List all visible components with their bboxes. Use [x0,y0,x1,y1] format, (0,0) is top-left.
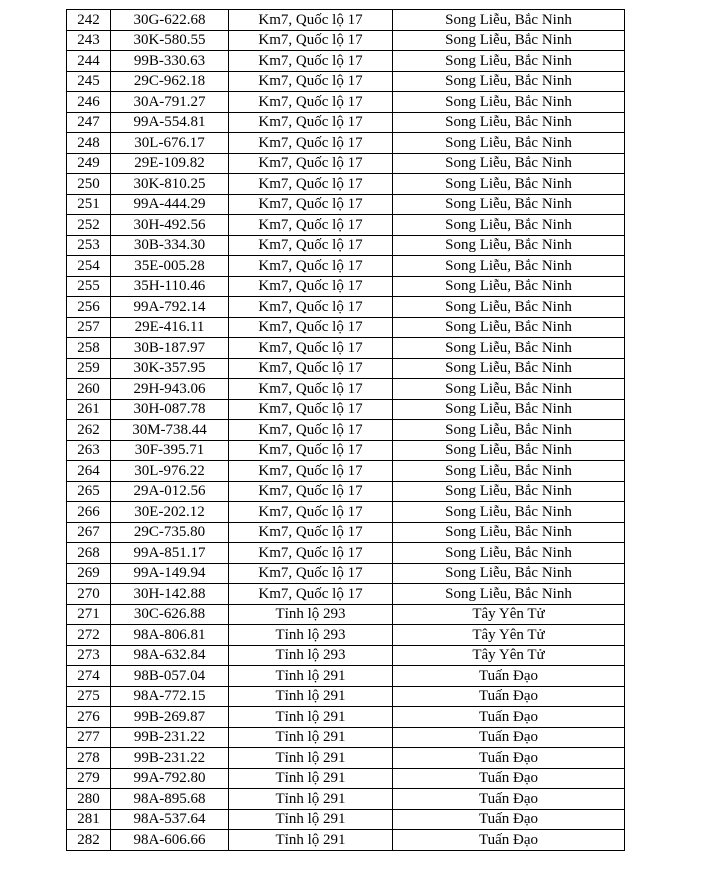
license-plate-cell: 35H-110.46 [111,276,229,297]
table-row [67,338,625,359]
row-number-cell: 260 [67,379,111,400]
row-number-cell: 255 [67,276,111,297]
commune-cell: Song Liễu, Bắc Ninh [393,379,625,400]
location-cell: Km7, Quốc lộ 17 [229,584,393,605]
location-cell: Km7, Quốc lộ 17 [229,51,393,72]
license-plate-cell: 30A-791.27 [111,92,229,113]
table-row [67,133,625,154]
table-row [67,707,625,728]
row-number-cell: 251 [67,194,111,215]
table-row [67,51,625,72]
table-row [67,420,625,441]
violation-table [66,9,625,851]
row-number-cell: 278 [67,748,111,769]
location-cell: Km7, Quốc lộ 17 [229,153,393,174]
commune-cell: Song Liễu, Bắc Ninh [393,440,625,461]
location-cell: Km7, Quốc lộ 17 [229,92,393,113]
license-plate-cell: 30K-357.95 [111,358,229,379]
location-cell: Tỉnh lộ 291 [229,666,393,687]
license-plate-cell: 98A-806.81 [111,625,229,646]
commune-cell: Song Liễu, Bắc Ninh [393,358,625,379]
table-row [67,748,625,769]
location-cell: Km7, Quốc lộ 17 [229,563,393,584]
row-number-cell: 280 [67,789,111,810]
table-row [67,399,625,420]
commune-cell: Song Liễu, Bắc Ninh [393,543,625,564]
location-cell: Km7, Quốc lộ 17 [229,174,393,195]
commune-cell: Song Liễu, Bắc Ninh [393,30,625,51]
row-number-cell: 269 [67,563,111,584]
row-number-cell: 248 [67,133,111,154]
license-plate-cell: 98A-632.84 [111,645,229,666]
table-row [67,666,625,687]
location-cell: Tỉnh lộ 293 [229,645,393,666]
row-number-cell: 270 [67,584,111,605]
location-cell: Km7, Quốc lộ 17 [229,256,393,277]
commune-cell: Song Liễu, Bắc Ninh [393,522,625,543]
license-plate-cell: 29H-943.06 [111,379,229,400]
license-plate-cell: 35E-005.28 [111,256,229,277]
commune-cell: Song Liễu, Bắc Ninh [393,338,625,359]
license-plate-cell: 99A-792.14 [111,297,229,318]
location-cell: Km7, Quốc lộ 17 [229,317,393,338]
table-row [67,235,625,256]
row-number-cell: 282 [67,830,111,851]
location-cell: Tỉnh lộ 293 [229,625,393,646]
row-number-cell: 266 [67,502,111,523]
row-number-cell: 246 [67,92,111,113]
row-number-cell: 275 [67,686,111,707]
location-cell: Tỉnh lộ 291 [229,789,393,810]
row-number-cell: 252 [67,215,111,236]
commune-cell: Song Liễu, Bắc Ninh [393,174,625,195]
table-row [67,276,625,297]
table-row [67,645,625,666]
commune-cell: Song Liễu, Bắc Ninh [393,133,625,154]
commune-cell: Tuấn Đạo [393,809,625,830]
row-number-cell: 247 [67,112,111,133]
license-plate-cell: 99A-792.80 [111,768,229,789]
location-cell: Km7, Quốc lộ 17 [229,461,393,482]
license-plate-cell: 99A-851.17 [111,543,229,564]
table-row [67,727,625,748]
commune-cell: Song Liễu, Bắc Ninh [393,420,625,441]
commune-cell: Song Liễu, Bắc Ninh [393,584,625,605]
license-plate-cell: 98A-537.64 [111,809,229,830]
location-cell: Km7, Quốc lộ 17 [229,112,393,133]
table-row [67,379,625,400]
table-row [67,10,625,31]
row-number-cell: 265 [67,481,111,502]
commune-cell: Tuấn Đạo [393,748,625,769]
table-row [67,30,625,51]
row-number-cell: 272 [67,625,111,646]
row-number-cell: 256 [67,297,111,318]
table-row [67,768,625,789]
location-cell: Km7, Quốc lộ 17 [229,276,393,297]
commune-cell: Song Liễu, Bắc Ninh [393,317,625,338]
table-row [67,809,625,830]
location-cell: Tỉnh lộ 291 [229,768,393,789]
license-plate-cell: 99B-231.22 [111,727,229,748]
commune-cell: Tuấn Đạo [393,768,625,789]
location-cell: Tỉnh lộ 291 [229,830,393,851]
location-cell: Km7, Quốc lộ 17 [229,502,393,523]
commune-cell: Song Liễu, Bắc Ninh [393,461,625,482]
location-cell: Km7, Quốc lộ 17 [229,399,393,420]
location-cell: Km7, Quốc lộ 17 [229,71,393,92]
license-plate-cell: 99B-231.22 [111,748,229,769]
location-cell: Km7, Quốc lộ 17 [229,338,393,359]
commune-cell: Song Liễu, Bắc Ninh [393,112,625,133]
commune-cell: Tuấn Đạo [393,666,625,687]
commune-cell: Song Liễu, Bắc Ninh [393,276,625,297]
location-cell: Km7, Quốc lộ 17 [229,420,393,441]
license-plate-cell: 98A-895.68 [111,789,229,810]
violation-table-body [67,10,625,851]
commune-cell: Tuấn Đạo [393,686,625,707]
table-row [67,522,625,543]
license-plate-cell: 30B-334.30 [111,235,229,256]
license-plate-cell: 30M-738.44 [111,420,229,441]
row-number-cell: 267 [67,522,111,543]
license-plate-cell: 30E-202.12 [111,502,229,523]
row-number-cell: 258 [67,338,111,359]
license-plate-cell: 98B-057.04 [111,666,229,687]
row-number-cell: 262 [67,420,111,441]
license-plate-cell: 30H-087.78 [111,399,229,420]
table-row [67,358,625,379]
table-row [67,563,625,584]
location-cell: Tỉnh lộ 291 [229,748,393,769]
location-cell: Km7, Quốc lộ 17 [229,235,393,256]
commune-cell: Song Liễu, Bắc Ninh [393,502,625,523]
row-number-cell: 242 [67,10,111,31]
license-plate-cell: 99A-444.29 [111,194,229,215]
row-number-cell: 273 [67,645,111,666]
license-plate-cell: 30B-187.97 [111,338,229,359]
table-row [67,584,625,605]
license-plate-cell: 30L-976.22 [111,461,229,482]
license-plate-cell: 29E-109.82 [111,153,229,174]
location-cell: Km7, Quốc lộ 17 [229,481,393,502]
location-cell: Km7, Quốc lộ 17 [229,522,393,543]
table-row [67,686,625,707]
license-plate-cell: 30K-810.25 [111,174,229,195]
commune-cell: Song Liễu, Bắc Ninh [393,153,625,174]
row-number-cell: 243 [67,30,111,51]
license-plate-cell: 98A-772.15 [111,686,229,707]
row-number-cell: 276 [67,707,111,728]
location-cell: Km7, Quốc lộ 17 [229,379,393,400]
row-number-cell: 274 [67,666,111,687]
location-cell: Km7, Quốc lộ 17 [229,133,393,154]
table-row [67,502,625,523]
table-row [67,215,625,236]
commune-cell: Tuấn Đạo [393,789,625,810]
location-cell: Km7, Quốc lộ 17 [229,297,393,318]
license-plate-cell: 99A-554.81 [111,112,229,133]
license-plate-cell: 30C-626.88 [111,604,229,625]
location-cell: Tỉnh lộ 291 [229,707,393,728]
license-plate-cell: 30H-142.88 [111,584,229,605]
license-plate-cell: 99B-330.63 [111,51,229,72]
table-row [67,543,625,564]
row-number-cell: 253 [67,235,111,256]
row-number-cell: 263 [67,440,111,461]
commune-cell: Tây Yên Tử [393,604,625,625]
license-plate-cell: 30K-580.55 [111,30,229,51]
commune-cell: Song Liễu, Bắc Ninh [393,235,625,256]
commune-cell: Song Liễu, Bắc Ninh [393,481,625,502]
table-row [67,256,625,277]
commune-cell: Song Liễu, Bắc Ninh [393,10,625,31]
table-row [67,174,625,195]
row-number-cell: 259 [67,358,111,379]
commune-cell: Song Liễu, Bắc Ninh [393,399,625,420]
location-cell: Tỉnh lộ 291 [229,727,393,748]
commune-cell: Song Liễu, Bắc Ninh [393,92,625,113]
license-plate-cell: 29C-735.80 [111,522,229,543]
row-number-cell: 245 [67,71,111,92]
license-plate-cell: 99A-149.94 [111,563,229,584]
commune-cell: Song Liễu, Bắc Ninh [393,563,625,584]
commune-cell: Tuấn Đạo [393,727,625,748]
license-plate-cell: 29C-962.18 [111,71,229,92]
commune-cell: Song Liễu, Bắc Ninh [393,51,625,72]
commune-cell: Song Liễu, Bắc Ninh [393,297,625,318]
commune-cell: Song Liễu, Bắc Ninh [393,215,625,236]
row-number-cell: 254 [67,256,111,277]
location-cell: Tỉnh lộ 291 [229,686,393,707]
table-row [67,604,625,625]
row-number-cell: 244 [67,51,111,72]
location-cell: Km7, Quốc lộ 17 [229,30,393,51]
license-plate-cell: 98A-606.66 [111,830,229,851]
license-plate-cell: 30G-622.68 [111,10,229,31]
location-cell: Tỉnh lộ 291 [229,809,393,830]
location-cell: Km7, Quốc lộ 17 [229,358,393,379]
commune-cell: Song Liễu, Bắc Ninh [393,194,625,215]
table-row [67,317,625,338]
row-number-cell: 271 [67,604,111,625]
row-number-cell: 257 [67,317,111,338]
table-row [67,461,625,482]
table-row [67,789,625,810]
table-row [67,440,625,461]
table-row [67,481,625,502]
table-row [67,71,625,92]
row-number-cell: 249 [67,153,111,174]
table-row [67,830,625,851]
location-cell: Km7, Quốc lộ 17 [229,215,393,236]
row-number-cell: 264 [67,461,111,482]
table-row [67,297,625,318]
location-cell: Km7, Quốc lộ 17 [229,194,393,215]
row-number-cell: 250 [67,174,111,195]
table-row [67,153,625,174]
license-plate-cell: 29A-012.56 [111,481,229,502]
commune-cell: Song Liễu, Bắc Ninh [393,256,625,277]
row-number-cell: 261 [67,399,111,420]
commune-cell: Tây Yên Tử [393,625,625,646]
location-cell: Km7, Quốc lộ 17 [229,543,393,564]
location-cell: Km7, Quốc lộ 17 [229,440,393,461]
row-number-cell: 279 [67,768,111,789]
license-plate-cell: 99B-269.87 [111,707,229,728]
commune-cell: Song Liễu, Bắc Ninh [393,71,625,92]
commune-cell: Tây Yên Tử [393,645,625,666]
license-plate-cell: 30L-676.17 [111,133,229,154]
row-number-cell: 268 [67,543,111,564]
table-row [67,92,625,113]
commune-cell: Tuấn Đạo [393,830,625,851]
license-plate-cell: 29E-416.11 [111,317,229,338]
table-row [67,112,625,133]
location-cell: Km7, Quốc lộ 17 [229,10,393,31]
location-cell: Tỉnh lộ 293 [229,604,393,625]
commune-cell: Tuấn Đạo [393,707,625,728]
license-plate-cell: 30F-395.71 [111,440,229,461]
license-plate-cell: 30H-492.56 [111,215,229,236]
row-number-cell: 277 [67,727,111,748]
table-row [67,625,625,646]
row-number-cell: 281 [67,809,111,830]
table-row [67,194,625,215]
